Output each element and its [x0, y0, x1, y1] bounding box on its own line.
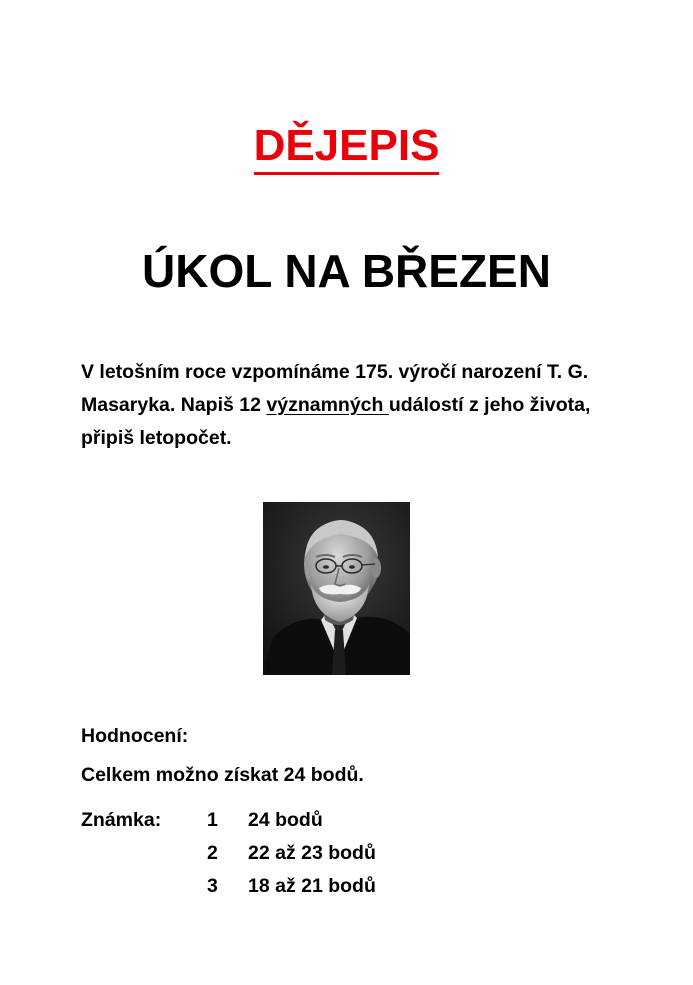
task-text-underlined: významných — [266, 394, 389, 416]
grade-number: 1 — [207, 809, 218, 831]
task-text-part1: V letošním roce vzpomínáme 175. výročí narození T. G. Masaryka. Napiš 12 — [81, 361, 589, 416]
subject-title — [0, 118, 693, 175]
grade-points: 18 až 21 bodů — [248, 875, 376, 897]
grade-label: Známka: — [81, 809, 162, 831]
task-text-part2: událostí z jeho života, připiš letopočet. — [81, 394, 591, 449]
grade-points: 24 bodů — [248, 809, 323, 831]
evaluation-total: Celkem možno získat 24 bodů. — [81, 764, 364, 786]
grade-number: 3 — [207, 875, 218, 897]
grade-number: 2 — [207, 842, 218, 864]
evaluation-heading: Hodnocení: — [81, 725, 189, 747]
subject-title-text: DĚJEPIS — [254, 121, 440, 175]
task-title: ÚKOL NA BŘEZEN — [142, 245, 551, 297]
task-description — [81, 356, 621, 455]
portrait-photo — [263, 502, 410, 675]
grade-points: 22 až 23 bodů — [248, 842, 376, 864]
